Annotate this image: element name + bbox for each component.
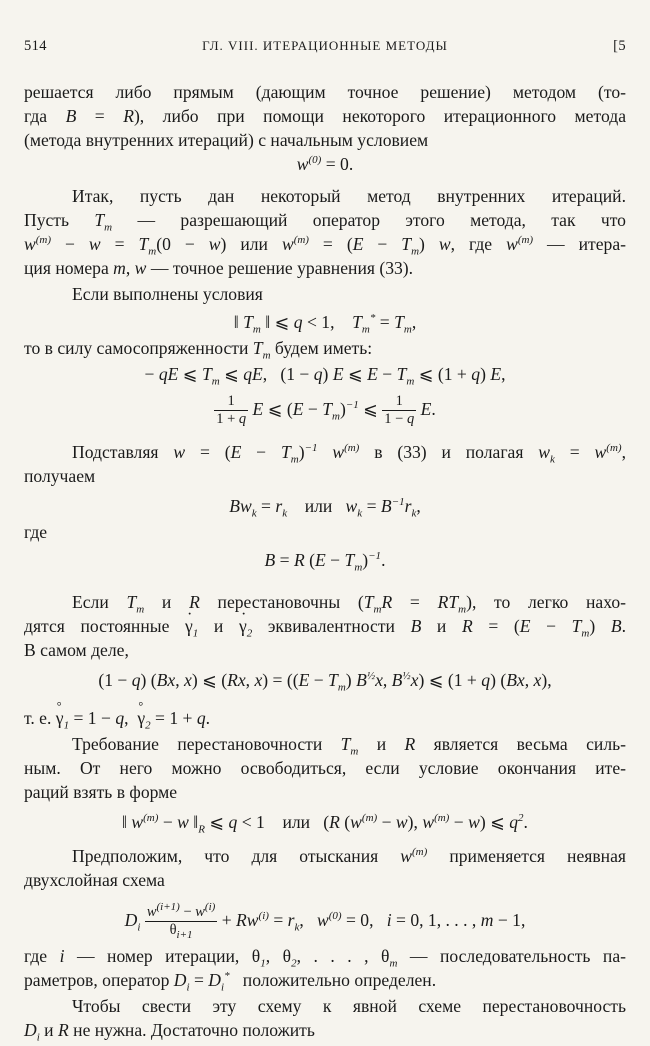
text-line: гда B = R), либо при помощи некоторого итерационного метода — [24, 106, 626, 126]
text-line: Предположим, что для отыскания $w^{(m)}$ применяется неявная — [72, 846, 626, 866]
formula-equivalence: (1 − q) (Bx, x) ⩽ (Rx, $x) = ((E - T_m)$ $B^{\frac{1}{2}}x$, $B^{\frac{1}{2}}x$) ⩽ (1 + q) (Bx, x), — [98, 670, 552, 694]
text-line: $D_i$ и R не нужна. Достаточно положить — [24, 1020, 315, 1044]
text-line: Чтобы свести эту схему к явной схеме перестановочность — [72, 996, 626, 1016]
section-number: [5 — [613, 38, 626, 54]
formula-stopping-condition: ‖ $w^{(m)} - w$ $‖_R$ ⩽ q < 1 или (R $(w^{(m)} - w)$, $w^{(m)} - w$) ⩽ $q^2$. — [122, 812, 528, 836]
text-line: Если $T_m$ и R перестановочны $(T_mR = RT_m)$, то легко нахо- — [72, 592, 626, 616]
text-line: Итак, пусть дан некоторый метод внутренних итераций. — [72, 186, 626, 206]
text-line: Подставляя $w = (E - T_m)^{-1}$ $w^{(m)}$ в (33) и полагая $w_k = w^{(m)}$, — [72, 442, 626, 466]
text-line: ция номера m, w — точное решение уравнения (33). — [24, 258, 414, 278]
text-line: дятся постоянные · $\gamma_1$ $и \cdot \gamma_2$ эквивалентности B и $R = (E - T_m)$ B. — [24, 614, 626, 638]
formula-implicit-scheme: $D_i$ $\frac{w^{(i+1)} - w^{(i)}}{\theta_{i+1}}$ + $Rw^{(i)} = r_k$, $w^{(0)} = 0$, i = 0, 1, . . . , m − 1, — [124, 901, 526, 942]
running-title: ГЛ. VIII. ИТЕРАЦИОННЫЕ МЕТОДЫ — [202, 38, 448, 53]
formula-inequalities: − qE ⩽ $T_m$ ⩽ qE, (1 − q) E ⩽ $E - T_m$ ⩽ (1 + q) E, — [144, 364, 506, 388]
text-line: двухслойная схема — [24, 870, 165, 890]
text-line: решается либо прямым (дающим точное решение) методом (то- — [24, 82, 626, 102]
text-line: Требование перестановочности $T_m$ и R является весьма силь- — [72, 734, 626, 758]
formula-B-definition: B = R $(E - T_m)^{-1}$. — [264, 550, 386, 574]
text-line: где — [24, 522, 48, 542]
text-line: где i — номер итерации, $\theta_1$, $\theta_2$, . . . , $\theta_m$ — последовательность па- — [24, 946, 626, 970]
text-line: то в силу самосопряженности $T_m$ будем иметь: — [24, 338, 373, 362]
formula-inverse-bounds: $\frac{1}{1 + q}$ E ⩽ $(E - T_m)^{-1}$ ⩽ $\frac{1}{1 - q}$ E. — [216, 393, 436, 428]
page-number: 514 — [24, 38, 47, 54]
text-line: раций взять в форме — [24, 782, 178, 802]
formula-conditions: ‖ $T_m$ ‖ ⩽ q < 1, $T_m^* = T_m$, — [233, 312, 417, 336]
formula-initial-condition: $w^{(0)} = 0$. — [296, 154, 354, 174]
text-line: раметров, оператор $D_i = D_i^*$ положительно определен. — [24, 970, 437, 994]
text-line: т. е. ° $\gamma_1 = 1 - q$, ° $\gamma_2 = 1 + q$. — [24, 706, 210, 730]
running-header — [24, 38, 626, 58]
text-line: ным. От него можно освободиться, если условие окончания ите- — [24, 758, 626, 778]
text-line: получаем — [24, 466, 96, 486]
text-line: Пусть $T_m$ — разрешающий оператор этого метода, так что — [24, 210, 626, 234]
text-line: $w^{(m)} - w = T_m(0 - w)$ или $w^{(m)} = (E - T_m)$ w, где $w^{(m)}$ — итера- — [24, 234, 626, 258]
text-line: В самом деле, — [24, 640, 129, 660]
text-line: (метода внутренних итераций) с начальным условием — [24, 130, 429, 150]
formula-substitution: $Bw_k = r_k$ или $w_k = B^{-1}r_k$, — [229, 496, 421, 520]
text-line: Если выполнены условия — [72, 284, 263, 304]
